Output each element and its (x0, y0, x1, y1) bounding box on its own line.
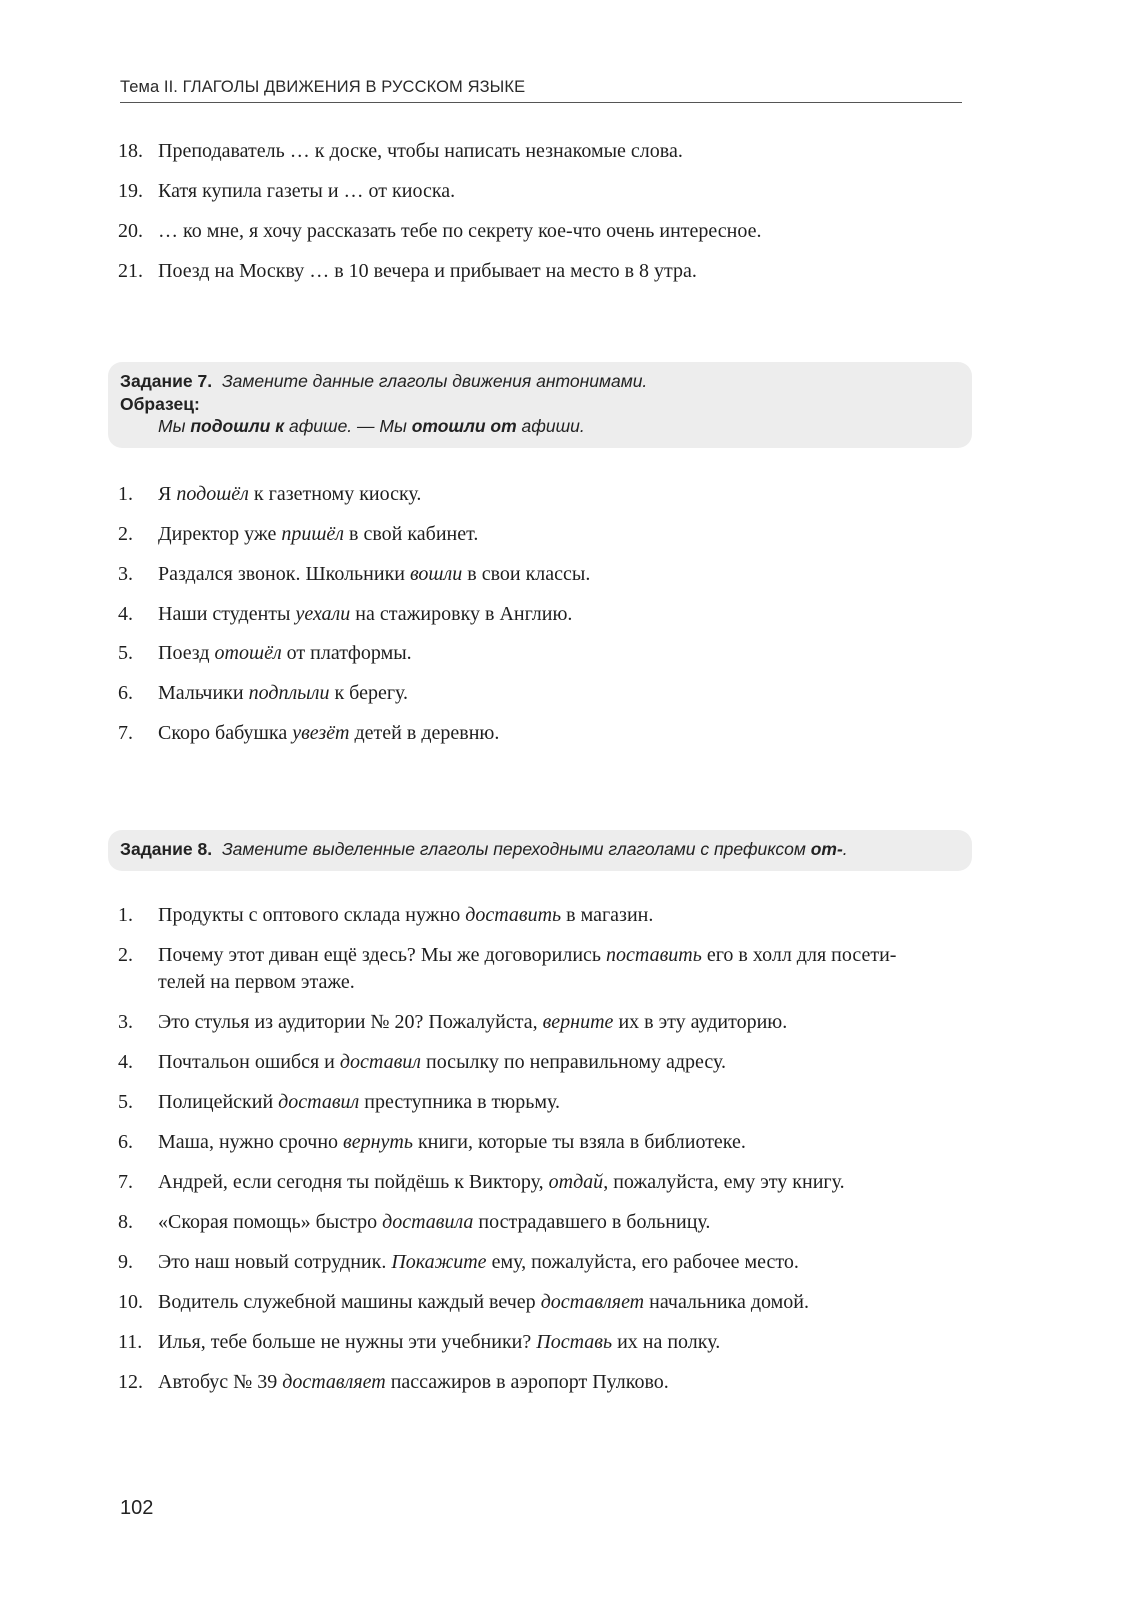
item-number: 1. (118, 483, 133, 505)
item-text: Раздался звонок. Школьники вошли в свои классы. (158, 563, 591, 585)
item-text: Я подошёл к газетному киоску. (158, 483, 422, 505)
item-text: Водитель служебной машины каждый вечер доставляет начальника домой. (158, 1291, 809, 1313)
sample-text: Мы подошли к афише. — Мы отошли от афиши. (158, 416, 585, 436)
item-text-continued: телей на первом этаже. (158, 971, 355, 993)
running-head: Тема II. ГЛАГОЛЫ ДВИЖЕНИЯ В РУССКОМ ЯЗЫКЕ (120, 78, 962, 103)
item-text: Преподаватель … к доске, чтобы написать незнакомые слова. (158, 140, 683, 162)
item-number: 6. (118, 682, 133, 704)
item-number: 7. (118, 722, 133, 744)
item-number: 3. (118, 1011, 133, 1033)
item-number: 18. (118, 140, 143, 162)
task7-box (108, 362, 972, 448)
item-text: Полицейский доставил преступника в тюрьму. (158, 1091, 560, 1113)
item-number: 4. (118, 1051, 133, 1073)
item-number: 12. (118, 1371, 143, 1393)
item-number: 6. (118, 1131, 133, 1153)
item-number: 21. (118, 260, 143, 282)
item-text: Илья, тебе больше не нужны эти учебники? Поставь их на полку. (158, 1331, 721, 1353)
item-number: 4. (118, 603, 133, 625)
task8-label: Задание 8. (120, 839, 213, 859)
item-text: Продукты с оптового склада нужно доставить в магазин. (158, 904, 654, 926)
item-text: Почему этот диван ещё здесь? Мы же договорились поставить его в холл для посети- (158, 944, 897, 966)
item-number: 9. (118, 1251, 133, 1273)
item-text: Катя купила газеты и … от киоска. (158, 180, 456, 202)
task7-instruction: Замените данные глаголы движения антонимами. (221, 371, 648, 391)
item-number: 20. (118, 220, 143, 242)
task8-box (108, 830, 972, 871)
item-number: 10. (118, 1291, 143, 1313)
item-text: Поезд отошёл от платформы. (158, 642, 412, 664)
item-number: 1. (118, 904, 133, 926)
item-number: 2. (118, 944, 133, 966)
item-text: Андрей, если сегодня ты пойдёшь к Виктору, отдай, пожалуйста, ему эту книгу. (158, 1171, 845, 1193)
item-text: Почтальон ошибся и доставил посылку по неправильному адресу. (158, 1051, 727, 1073)
item-number: 8. (118, 1211, 133, 1233)
item-text: «Скорая помощь» быстро доставила пострадавшего в больницу. (158, 1211, 711, 1233)
item-text: Маша, нужно срочно вернуть книги, которые ты взяла в библиотеке. (158, 1131, 746, 1153)
item-number: 11. (118, 1331, 143, 1353)
item-text: Директор уже пришёл в свой кабинет. (158, 523, 479, 545)
sample-label: Образец: (120, 394, 200, 414)
task7-label: Задание 7. (120, 371, 213, 391)
item-text: Скоро бабушка увезёт детей в деревню. (158, 722, 500, 744)
item-text: Наши студенты уехали на стажировку в Англию. (158, 603, 573, 625)
item-text: … ко мне, я хочу рассказать тебе по секрету кое-что очень интересное. (158, 220, 762, 242)
task8-instruction: Замените выделенные глаголы переходными глаголами с префиксом от-. (221, 839, 848, 859)
item-text: Автобус № 39 доставляет пассажиров в аэропорт Пулково. (158, 1371, 669, 1393)
item-number: 2. (118, 523, 133, 545)
item-number: 5. (118, 642, 133, 664)
page-number: 102 (120, 1497, 154, 1519)
item-text: Это стулья из аудитории № 20? Пожалуйста, верните их в эту аудиторию. (158, 1011, 788, 1033)
item-number: 5. (118, 1091, 133, 1113)
item-number: 7. (118, 1171, 133, 1193)
item-text: Мальчики подплыли к берегу. (158, 682, 409, 704)
item-number: 19. (118, 180, 143, 202)
item-text: Это наш новый сотрудник. Покажите ему, пожалуйста, его рабочее место. (158, 1251, 799, 1273)
item-number: 3. (118, 563, 133, 585)
item-text: Поезд на Москву … в 10 вечера и прибывает на место в 8 утра. (158, 260, 697, 282)
